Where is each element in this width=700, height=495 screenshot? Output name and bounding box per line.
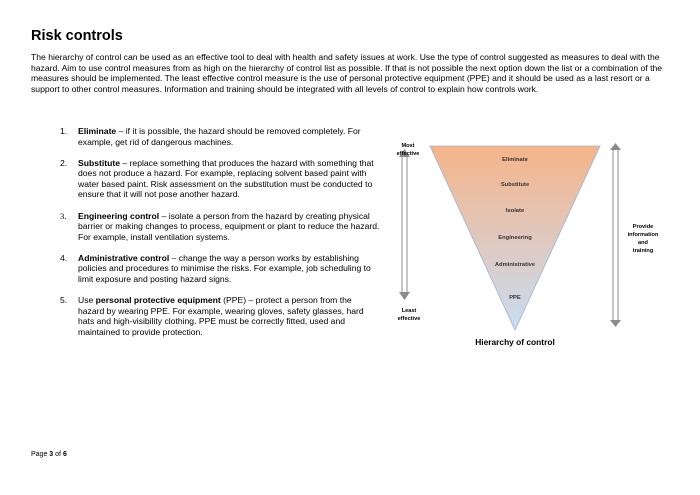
- level-engineering: Engineering: [498, 235, 532, 241]
- effectiveness-arrow: [399, 149, 410, 300]
- hierarchy-diagram: [385, 135, 659, 360]
- list-number: 2.: [60, 157, 68, 168]
- training-label: and: [638, 240, 648, 246]
- level-administrative: Administrative: [494, 262, 536, 268]
- control-term: Eliminate: [78, 126, 117, 136]
- list-prefix: Use: [78, 295, 96, 306]
- control-description: – isolate a person from the hazard by creating physical barrier or making changes to process, equipment or plant to reduce the hazard. For example, install ventilation systems.: [78, 210, 380, 242]
- list-number: 5.: [60, 295, 68, 306]
- training-arrow: [610, 143, 621, 327]
- training-label: Provide: [632, 224, 654, 230]
- training-label: training: [632, 248, 654, 254]
- control-term: Substitute: [78, 157, 121, 168]
- most-effective-label: effective: [396, 151, 420, 157]
- intro-paragraph: The hierarchy of control can be used as an effective tool to deal with health and safety issues at work. Use the type of control suggested as measures to deal with the hazard. Aim to use control measures from as high on the hierarchy of control list as possible. If that is not possible the next option down the list or a combination of the measures should be implemented. The least effective control measure is the use of personal protective equipment (PPE) and it should be used as a last resort or a support to other control measures. Information and training should be integrated with all levels of control to explain how controls work.: [31, 52, 663, 94]
- list-number: 1.: [60, 126, 68, 136]
- control-description: – change the way a person works by establishing policies and procedures to minimise the risks. For example, job scheduling to limit exposure and posting hazard signs.: [78, 252, 371, 285]
- list-number: 4.: [60, 252, 68, 263]
- current-page: 3: [49, 451, 54, 458]
- footer-prefix: Page: [31, 451, 50, 458]
- page-title: Risk controls: [31, 28, 123, 44]
- least-effective-label: effective: [397, 316, 421, 322]
- most-effective-label: Most: [401, 143, 415, 149]
- list-item: [60, 158, 380, 200]
- control-term: Administrative control: [78, 252, 170, 263]
- control-description: (PPE) – protect a person from the hazard by wearing PPE. For example, wearing gloves, safety glasses, hard hats and high-visibility clothing. PPE must be correctly fitted, used and maintained to provide protection.: [78, 295, 364, 337]
- control-description: – if it is possible, the hazard should be removed completely. For example, get rid of dangerous machines.: [78, 126, 361, 147]
- level-eliminate: Eliminate: [502, 157, 528, 163]
- page-footer: [31, 451, 67, 458]
- control-term: personal protective equipment: [95, 295, 221, 306]
- least-effective-label: Least: [401, 308, 417, 314]
- diagram-caption: Hierarchy of control: [475, 337, 555, 347]
- training-label: information: [627, 232, 659, 238]
- control-term: Engineering control: [78, 210, 160, 221]
- controls-list: [60, 126, 380, 348]
- list-item: [60, 211, 380, 243]
- total-pages: 6: [62, 451, 67, 458]
- footer-mid: of: [53, 451, 63, 458]
- control-description: – replace something that produces the hazard with something that does not produce a hazard. For example, replacing solvent based paint with water based paint. Risk assessment on the substitution must be conducted to ensure that it will not pose another hazard.: [78, 157, 374, 200]
- list-number: 3.: [60, 210, 67, 221]
- list-item: [60, 126, 380, 147]
- list-item: [60, 295, 380, 337]
- level-substitute: Substitute: [500, 182, 530, 188]
- level-isolate: Isolate: [505, 208, 525, 214]
- level-ppe: PPE: [509, 295, 521, 301]
- list-item: [60, 253, 380, 285]
